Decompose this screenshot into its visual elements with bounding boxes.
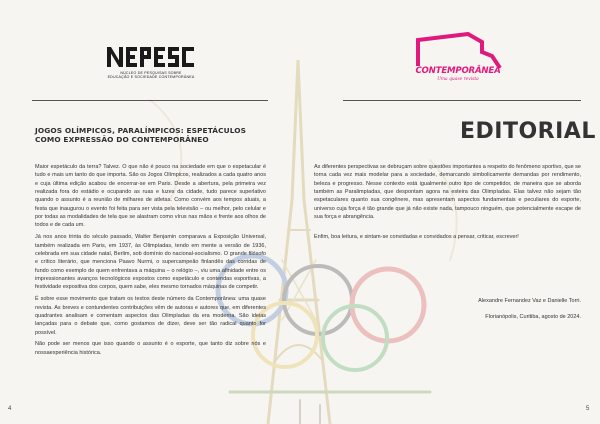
left-paragraph-4: Não pode ser menos que isso quando o assunto é o esporte, que tanto diz sobre nós e nossaexperiência histórica. bbox=[35, 341, 266, 356]
right-paragraph-2: Enfim, boa leitura, e sintam-se convidadas e convidados a pensar, criticar, escrever! bbox=[314, 234, 519, 241]
right-paragraph-1: As diferentes perspectivas se debruçam sobre questões importantes a respeito do fenômeno sportivo, que se torna cada vez mais modelar para a sociedade, demarcando simbolicamente demandas por rendimento, beleza e progresso. Nesse contexto está igualmente outro tipo de competidor, de maneira que se aborda também as Paralimpíadas, que despontam agora na esteira das Olimpíadas. Elas talvez não sejam tão espetaculares quanto sua congênere, mas apresentam aspectos fundamentais e peculiares do esporte, universo cuja força é tão grande que já não existe nada, tampouco ninguém, que potencialmente escape de sua força e abrangência. bbox=[314, 164, 581, 221]
signature-names: Alexandre Fernandez Vaz e Danielle Torri. bbox=[478, 298, 581, 304]
right-body-text bbox=[314, 163, 581, 245]
page-number-left: 4 bbox=[8, 406, 12, 412]
left-paragraph-2: Já nos anos trinta do século passado, Walter Benjamin comparava a Exposição Universal, também realizada em Paris, em 1937, às Olimpíadas, tendo em mente a versão de 1936, celebrada em sua cidade natal, Berlim, sob domínio do nacional-socialismo. O grande filósofo e crítico literário, que menciona Paavo Nurmi, o supercampeão finlandês das corridas de fundo como exemplo de quem enfrentava a máquina – o relógio –, viu uma afinidade entre os impressionantes avanços tecnológicos expostos como espetáculo e contendas esportivas, a festividade expositiva dos corpos, quem sabe, eles mesmo tornados máquinas de competir. bbox=[35, 234, 266, 291]
signature-place: Florianópolis, Curitiba, agosto de 2024. bbox=[485, 314, 581, 320]
contemporanea-tagline: Uma quase revista bbox=[437, 77, 479, 82]
right-header-rule bbox=[343, 100, 581, 101]
left-paragraph-3: É sobre esse movimento que tratam os textos deste número da Contemporânea: uma quase revista. As breves e contundentes contribuições vêm de autoras e autores que, em diferentes quadrantes analisam e comentam aspectos das Olimpíadas da era moderna. São ideias lançadas para o debate que, como gostamos de dizer, deve ser tão radical quanto for possível. bbox=[35, 296, 266, 336]
contemporanea-wordmark: CONTEMPORÂNEA bbox=[415, 66, 501, 76]
page-number-right: 5 bbox=[586, 406, 590, 412]
left-body-text bbox=[35, 163, 266, 361]
contemporanea-logo bbox=[408, 32, 508, 88]
nepesc-tagline-2: EDUCAÇÃO E SOCIEDADE CONTEMPORÂNEA bbox=[107, 75, 195, 80]
nepesc-logo bbox=[103, 45, 199, 85]
left-header-rule bbox=[32, 100, 268, 101]
nepesc-tagline-1: NÚCLEO DE PESQUISAS SOBRE bbox=[120, 71, 182, 75]
editorial-title: EDITORIAL bbox=[460, 119, 596, 144]
left-paragraph-1: Maior espetáculo da terra? Talvez. O que não é pouco na sociedade em que o espetacular é tudo e mais um tanto do que importa. São os Jogos Olímpicos, realizados a cada quatro anos e cuja última edição acabou de encerrar-se em Paris. Desde a abertura, pela primeira vez realizada fora do estádio e ocupando as ruas e luzes da cidade, tudo parece superlativo quando o assunto é a reunião de milhares de atletas. Como convém aos tempos atuais, a festa que inaugurou o evento foi feita para ser vista pela televisão – ou melhor, pelo celular e por todas as modalidades de tela que se alastram como vírus nas mãos e frente aos olhos de todos e de cada um. bbox=[35, 164, 266, 229]
article-title: JOGOS OLÍMPICOS, PARALÍMPICOS: ESPETÁCULOS COMO EXPRESSÃO DO CONTEMPORÂNEO bbox=[35, 126, 247, 144]
